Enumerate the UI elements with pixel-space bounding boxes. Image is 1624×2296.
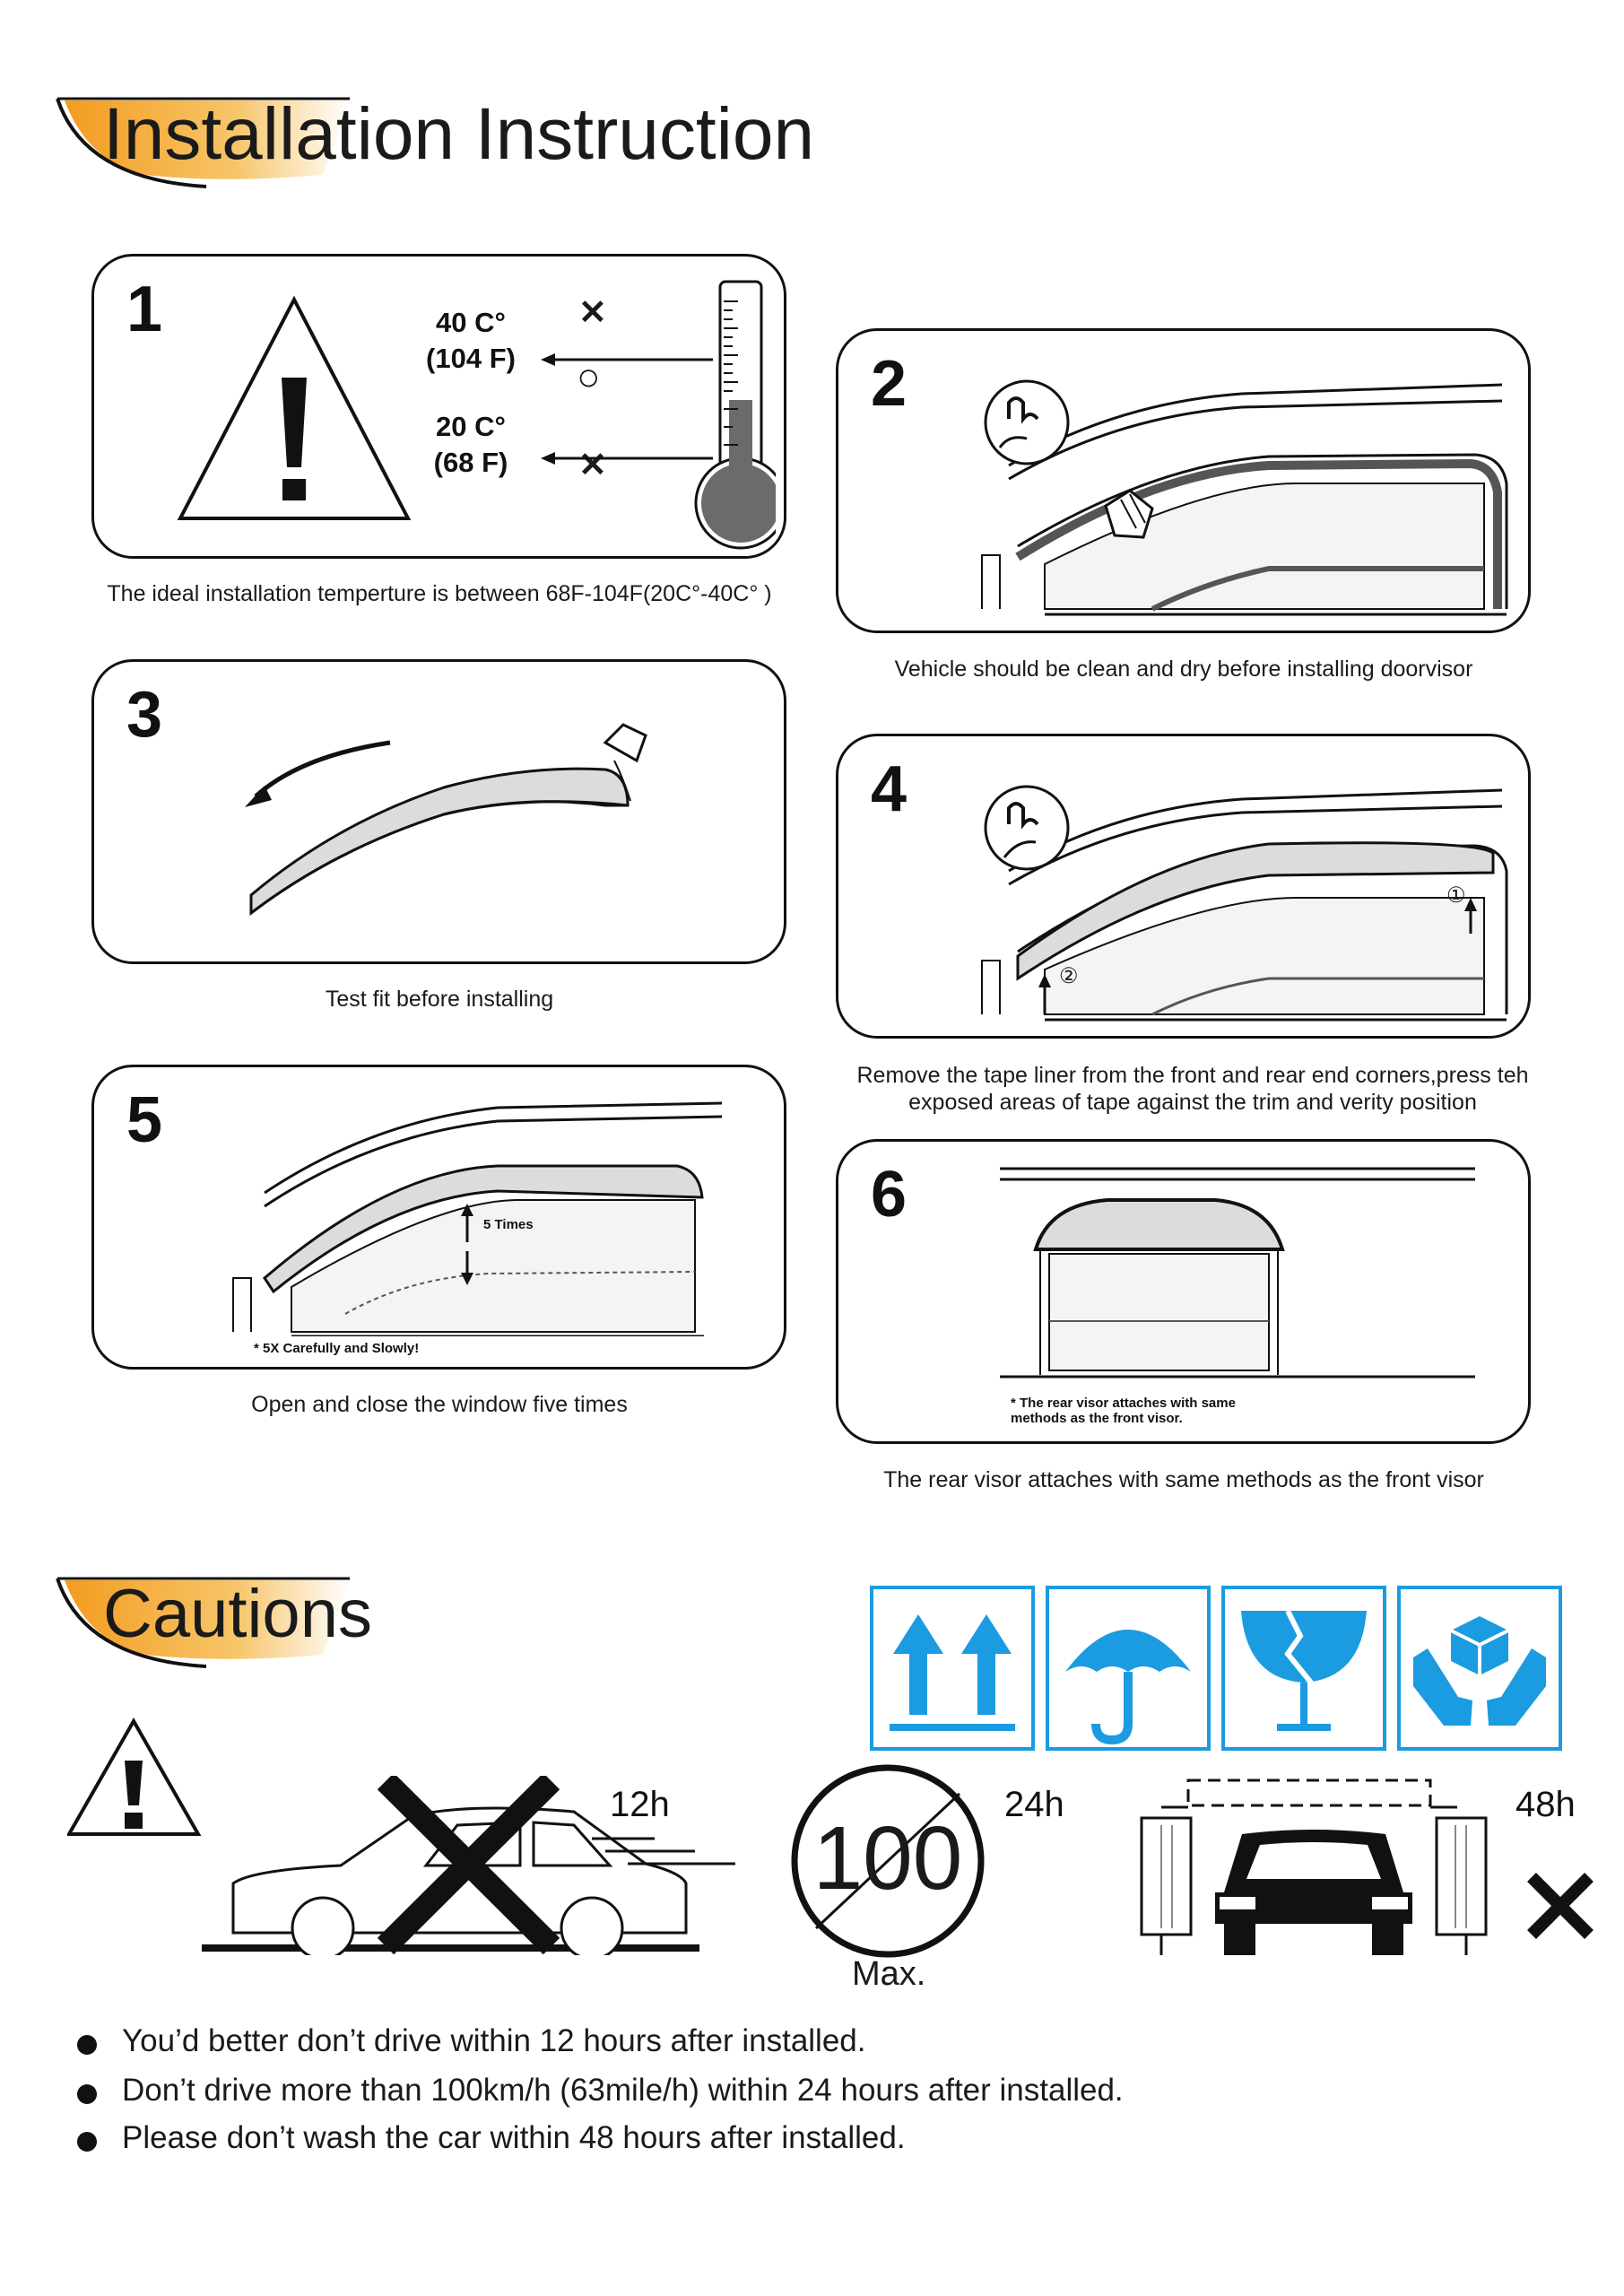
step-5-panel (91, 1065, 786, 1370)
step-6-number: 6 (871, 1159, 908, 1231)
handle-with-care-icon (1397, 1586, 1562, 1751)
installation-heading (54, 90, 861, 197)
window-cycle-illustration (229, 1085, 731, 1336)
ideal-circle-icon: ○ (577, 355, 601, 399)
step-1-number: 1 (126, 274, 163, 345)
step-4-number: 4 (871, 753, 908, 825)
speed-limit-sign (789, 1762, 986, 1960)
high-temp-label (421, 305, 520, 377)
five-times-label: 5 Times (483, 1217, 534, 1232)
caution-text-3: Please don’t wash the car within 48 hours after installed. (122, 2120, 906, 2155)
hours-12-label: 12h (610, 1785, 670, 1824)
step-4-panel (836, 734, 1531, 1039)
warning-triangle-icon (175, 292, 417, 535)
step-6-note (1011, 1396, 1236, 1426)
low-temp-fahrenheit: (68 F) (433, 447, 508, 478)
no-driving-car-icon (197, 1776, 753, 1955)
no-wash-cross-icon (1524, 1870, 1596, 1942)
step-6-note-line-2: methods as the front visor. (1011, 1411, 1183, 1426)
high-temp-celsius: 40 C° (436, 307, 506, 338)
low-temp-label (421, 409, 520, 481)
press-visor-illustration (973, 754, 1511, 1023)
step-3-number: 3 (126, 679, 163, 751)
low-temp-celsius: 20 C° (436, 411, 506, 442)
step-4-caption: Remove the tape liner from the front and rear end corners,press teh exposed areas of tape against the trim and verity position (856, 1063, 1529, 1115)
cautions-title: Cautions (103, 1576, 372, 1652)
too-cold-cross-icon: ✕ (578, 447, 607, 484)
high-temp-fahrenheit: (104 F) (426, 343, 516, 374)
step-1-panel (91, 254, 786, 559)
rear-visor-illustration (973, 1151, 1511, 1384)
bullet-icon (77, 2132, 97, 2152)
step-5-note: * 5X Carefully and Slowly! (254, 1341, 420, 1356)
keep-dry-icon (1046, 1586, 1211, 1751)
step-3-panel (91, 659, 786, 964)
step-2-panel (836, 328, 1531, 633)
this-way-up-icon (870, 1586, 1035, 1751)
step-5-number: 5 (126, 1084, 163, 1156)
caution-warning-triangle-icon (67, 1718, 202, 1839)
page-title: Installation Instruction (103, 93, 815, 175)
hours-24-label: 24h (1004, 1785, 1064, 1824)
car-door-cleaning-illustration (973, 349, 1511, 618)
car-wash-icon (1134, 1771, 1502, 1964)
speed-max-label: Max. (852, 1955, 926, 1993)
cautions-heading (54, 1570, 592, 1677)
fragile-icon (1221, 1586, 1386, 1751)
marker-1-label: ① (1446, 883, 1466, 908)
step-2-number: 2 (871, 348, 908, 420)
caution-text-2: Don’t drive more than 100km/h (63mile/h) within 24 hours after installed. (122, 2073, 1124, 2108)
hours-48-label: 48h (1515, 1785, 1576, 1824)
step-1-caption: The ideal installation temperture is between 68F-104F(20C°-40C° ) (107, 581, 772, 606)
step-2-caption: Vehicle should be clean and dry before installing doorvisor (894, 657, 1473, 682)
step-6-caption: The rear visor attaches with same methods as the front visor (883, 1467, 1484, 1492)
caution-text-1: You’d better don’t drive within 12 hours after installed. (122, 2023, 866, 2058)
speed-limit-value: 100 (812, 1808, 963, 1909)
bullet-icon (77, 2084, 97, 2104)
step-6-panel (836, 1139, 1531, 1444)
step-5-caption: Open and close the window five times (251, 1392, 628, 1417)
too-hot-cross-icon: ✕ (578, 294, 607, 332)
marker-2-label: ② (1059, 964, 1079, 988)
test-fit-visor-illustration (229, 689, 731, 940)
step-3-caption: Test fit before installing (325, 987, 554, 1012)
thermometer-icon (534, 274, 776, 552)
bullet-icon (77, 2035, 97, 2055)
step-6-note-line-1: * The rear visor attaches with same (1011, 1396, 1236, 1411)
